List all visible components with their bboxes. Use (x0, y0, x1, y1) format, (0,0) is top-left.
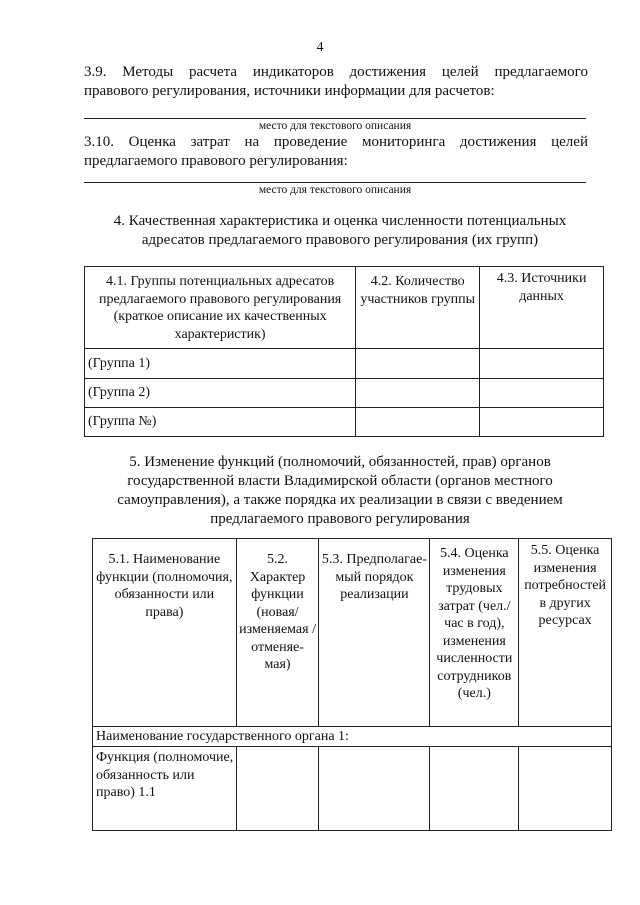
word: затрат (190, 134, 230, 150)
table-row (93, 747, 612, 831)
section-3-10 (84, 133, 588, 171)
heading-line: государственной власти Владимирской области (органов местного (127, 473, 553, 489)
section-5-heading (90, 453, 590, 529)
header-5-5: 5.5. Оценка изменения потребностей в других ресурсах (519, 539, 612, 727)
heading-line: предлагаемого правового регулирования (210, 511, 470, 527)
group-cell: (Группа №) (85, 408, 356, 437)
word: мониторинга (361, 134, 446, 150)
count-cell[interactable] (356, 408, 480, 437)
word: Оценка (128, 134, 176, 150)
header-5-1: 5.1. Наименование функции (полномочия, обязанности или права) (93, 539, 237, 727)
header-5-3: 5.3. Предполагае-мый порядок реализации (319, 539, 430, 727)
table-section-4 (84, 266, 604, 437)
organ-name-row: Наименование государственного органа 1: (93, 727, 612, 747)
resources-cell[interactable] (519, 747, 612, 831)
page-number: 4 (316, 40, 324, 55)
table-header-row (93, 539, 612, 727)
header-5-4: 5.4. Оценка изменения трудовых затрат (чел./час в год), изменения численности сотрудников (чел.) (430, 539, 519, 727)
count-cell[interactable] (356, 349, 480, 379)
word: индикаторов (252, 64, 334, 80)
word: проведение (273, 134, 348, 150)
source-cell[interactable] (480, 408, 604, 437)
word: предлагаемого (494, 64, 588, 80)
heading-line: 5. Изменение функций (полномочий, обязанностей, прав) органов (129, 454, 551, 470)
text-input-line-3-9 (84, 118, 586, 119)
group-cell: (Группа 2) (85, 379, 356, 408)
source-cell[interactable] (480, 379, 604, 408)
word: достижения (459, 134, 537, 150)
header-4-3: 4.3. Источники данных (480, 267, 604, 349)
heading-line: самоуправления), а также порядка их реализации в связи с введением (117, 492, 563, 508)
heading-line: адресатов предлагаемого правового регулирования (их групп) (141, 232, 539, 248)
table-section-5 (92, 538, 612, 831)
function-cell: Функция (полномочие, обязанность или право) 1.1 (93, 747, 237, 831)
word: 3.10. (84, 134, 114, 150)
header-5-2: 5.2. Характер функции (новая/ изменяемая /отменяе-мая) (236, 539, 319, 727)
caption-3-10: место для текстового описания (258, 184, 412, 196)
count-cell[interactable] (356, 379, 480, 408)
word: 3.9. (84, 64, 107, 80)
labor-cell[interactable] (430, 747, 519, 831)
group-cell: (Группа 1) (85, 349, 356, 379)
caption-3-9: место для текстового описания (258, 120, 412, 132)
header-4-2: 4.2. Количество участников группы (356, 267, 480, 349)
text-input-line-3-10 (84, 182, 586, 183)
word: достижения (349, 64, 427, 80)
order-cell[interactable] (319, 747, 430, 831)
heading-line: 4. Качественная характеристика и оценка численности потенциальных (113, 213, 567, 229)
header-4-1: 4.1. Группы потенциальных адресатов предлагаемого правового регулирования (краткое описание их качественных характеристик) (85, 267, 356, 349)
section-3-9-line2: правового регулирования, источники информации для расчетов: (84, 83, 495, 99)
word: Методы (122, 64, 174, 80)
source-cell[interactable] (480, 349, 604, 379)
section-3-10-line1 (84, 133, 588, 152)
table-row (85, 349, 604, 379)
section-3-9 (84, 63, 588, 101)
section-3-10-line2: предлагаемого правового регулирования: (84, 153, 348, 169)
word: расчета (188, 64, 238, 80)
section-4-heading (90, 212, 590, 250)
table-row (93, 727, 612, 747)
table-row (85, 408, 604, 437)
table-row (85, 379, 604, 408)
word: целей (551, 134, 588, 150)
word: целей (441, 64, 479, 80)
character-cell[interactable] (236, 747, 319, 831)
table-header-row (85, 267, 604, 349)
word: на (244, 134, 260, 150)
section-3-9-line1 (84, 63, 588, 82)
